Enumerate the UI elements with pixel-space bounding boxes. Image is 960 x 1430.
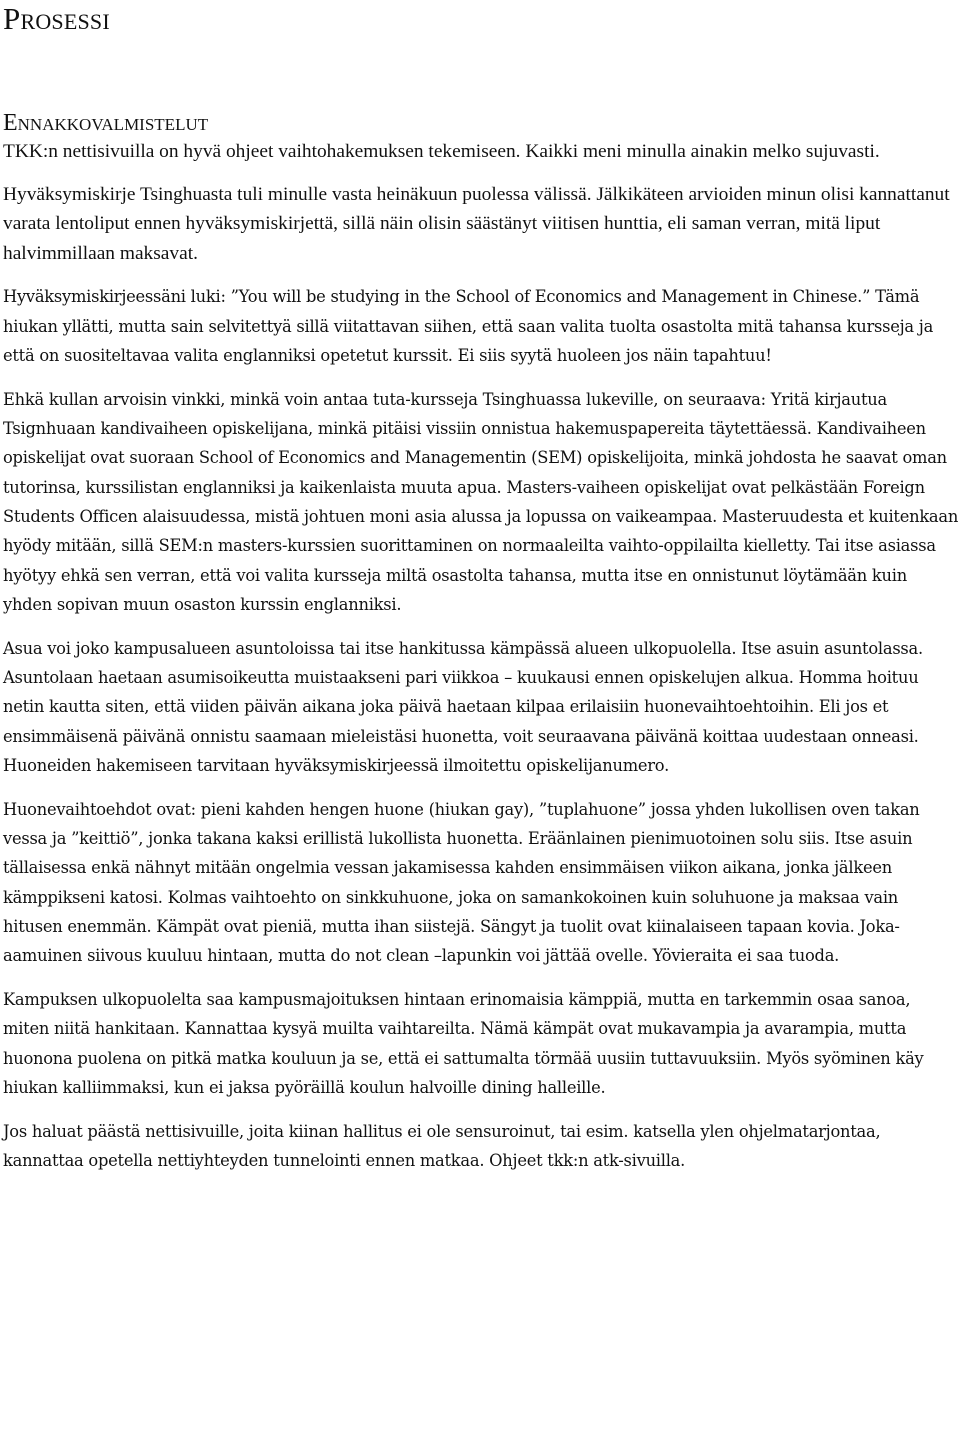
paragraph-enrollment-tip: Ehkä kullan arvoisin vinkki, minkä voin antaa tuta-kursseja Tsinghuassa lukeville, on seuraava: Yritä kirjautua Tsignhuaan kandivaiheen opiskelijana, minkä pitäisi vissiin onnistua hakemuspapereita täytettäessä. Kandivaiheen opiskelijat ovat suoraan School of Economics and Managementin (SEM) opiskelijoita, minkä johdosta he saavat oman tutorinsa, kurssilistan englanniksi ja kaikenlaista muuta apua. Masters-vaiheen opiskelijat ovat pelkästään Foreign Students Officen alaisuudessa, mistä johtuen moni asia alussa ja lopussa on vaikeampaa. Masteruudesta et kuitenkaan hyödy mitään, sillä SEM:n masters-kurssien suorittaminen on normaaleilta vaihto-oppilailta kielletty. Tai itse asiassa hyötyy ehkä sen verran, että voi valita kursseja miltä osastolta tahansa, mutta itse en onnistunut löytämään kuin yhden sopivan muun osaston kurssin englanniksi. [3,389,959,614]
paragraph-acceptance-letter: Hyväksymiskirje Tsinghuasta tuli minulle vasta heinäkuun puolessa välissä. Jälkikäteen arvioiden minun olisi kannattanut varata lentoliput ennen hyväksymiskirjettä, sillä näin olisin säästänyt viitisen hunttia, eli saman verran, mitä liput halvimmillaan maksavat. [3,184,950,264]
section-heading: Ennakkovalmistelut [3,110,209,136]
paragraph-tunneling: Jos haluat päästä nettisivuille, joita kiinan hallitus ei ole sensuroinut, tai esim. katsella ylen ohjelmatarjontaa, kannattaa opetella nettiyhteyden tunnelointi ennen matkaa. Ohjeet tkk:n atk-sivuilla. [3,1121,881,1170]
intro-paragraph: TKK:n nettisivuilla on hyvä ohjeet vaihtohakemuksen tekemiseen. Kaikki meni minulla ainakin melko sujuvasti. [3,141,880,162]
page-title: Prosessi [3,1,110,36]
paragraph-letter-content: Hyväksymiskirjeessäni luki: ”You will be studying in the School of Economics and Management in Chinese.” Tämä hiukan yllätti, mutta sain selvitettyä sillä viitattavan siihen, että saan valita tuolta osastolta mitä tahansa kursseja ja että on suositeltavaa valita englanniksi opetetut kurssit. Ei siis syytä huoleen jos näin tapahtuu! [3,287,934,365]
paragraph-housing: Asua voi joko kampusalueen asuntoloissa tai itse hankitussa kämpässä alueen ulkopuolella. Itse asuin asuntolassa. Asuntolaan haetaan asumisoikeutta muistaakseni pari viikkoa – kuukausi ennen opiskelujen alkua. Homma hoituu netin kautta siten, että viiden päivän aikana joka päivä haetaan kilpaa erilaisiin huonevaihtoehtoihin. Eli jos et ensimmäisenä päivänä onnistu saamaan mieleistäsi huonetta, voit seuraavana päivänä koittaa uudestaan onneasi. Huoneiden hakemiseen tarvitaan hyväksymiskirjeessä ilmoitettu opiskelijanumero. [3,638,923,775]
paragraph-off-campus: Kampuksen ulkopuolelta saa kampusmajoituksen hintaan erinomaisia kämppiä, mutta en tarkemmin osaa sanoa, miten niitä hankitaan. Kannattaa kysyä muilta vaihtareilta. Nämä kämpät ovat mukavampia ja avarampia, mutta huonona puolena on pitkä matka kouluun ja se, että ei sattumalta törmää uusiin tuttavuuksiin. Myös syöminen käy hiukan kalliimmaksi, kun ei jaksa pyöräillä koulun halvoille dining halleille. [3,989,924,1097]
paragraph-room-options: Huonevaihtoehdot ovat: pieni kahden hengen huone (hiukan gay), ”tuplahuone” jossa yhden lukollisen oven takan vessa ja ”keittiö”, jonka takana kaksi erillistä lukollista huonetta. Eräänlainen pienimuotoinen solu siis. Itse asuin tällaisessa enkä nähnyt mitään ongelmia vessan jakamisessa kahden ensimmäisen viikon aikana, jonka jälkeen kämppikseni katosi. Kolmas vaihtoehto on sinkkuhuone, joka on samankokoinen kuin soluhuone ja maksaa vain hitusen enemmän. Kämpät ovat pieniä, mutta ihan siistejä. Sängyt ja tuolit ovat kiinalaiseen tapaan kovia. Joka-aamuinen siivous kuuluu hintaan, mutta do not clean –lapunkin voi jättää ovelle. Yövieraita ei saa tuoda. [3,799,920,966]
